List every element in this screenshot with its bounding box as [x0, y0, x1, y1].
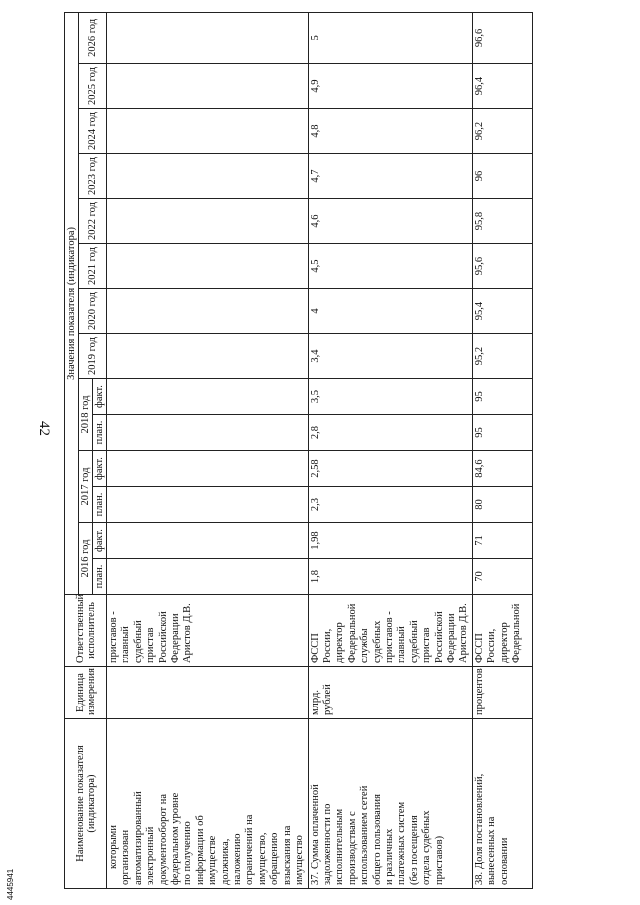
value-2017-fact: 84,6 [472, 451, 532, 487]
value-cell [107, 109, 309, 154]
header-name: Наименование показателя (индикатора) [65, 719, 107, 889]
value-2018-fact: 3,5 [308, 379, 472, 415]
value-2016-plan: 1,8 [308, 559, 472, 595]
header-2022: 2022 год [79, 199, 107, 244]
header-2016-fact: факт. [93, 523, 107, 559]
header-2024: 2024 год [79, 109, 107, 154]
value-2017-plan: 2,3 [308, 487, 472, 523]
value-2023: 4,7 [308, 154, 472, 199]
value-2023: 96 [472, 154, 532, 199]
value-2026: 96,6 [472, 12, 532, 63]
indicator-name: которыми организован автоматизированный электронный документооборот на федеральном уровне по получению информации об имуществе должника, наложению ограничений на имущество, обращению взыскания на имущество [108, 791, 306, 885]
value-cell [107, 154, 309, 199]
indicator-name: Сумма оплаченной задолженности по исполнительным производствам с использованием сетей общего пользования и различных платежных систем (без посещения отдела судебных приставов) [309, 784, 445, 885]
value-2016-fact: 71 [472, 523, 532, 559]
value-cell [107, 487, 309, 523]
header-2026: 2026 год [79, 12, 107, 63]
header-2018-plan: план. [93, 415, 107, 451]
indicator-name-cell [107, 719, 309, 889]
value-2024: 96,2 [472, 109, 532, 154]
value-2024: 4,8 [308, 109, 472, 154]
header-2017-plan: план. [93, 487, 107, 523]
value-2026: 5 [308, 12, 472, 63]
indicator-name-cell [308, 719, 472, 889]
header-2017: 2017 год [79, 451, 93, 523]
value-2020: 4 [308, 289, 472, 334]
header-2016: 2016 год [79, 523, 93, 595]
header-2018-fact: факт. [93, 379, 107, 415]
row-number: 37. [309, 871, 321, 885]
value-2025: 96,4 [472, 64, 532, 109]
responsible-cell: приставов - главный судебный пристав Российской Федерации Аристов Д.В. [107, 595, 309, 667]
header-values-group: Значения показателя (индикатора) [65, 12, 79, 594]
table-row [472, 12, 532, 888]
document-id [6, 850, 20, 900]
value-cell [107, 559, 309, 595]
header-2020: 2020 год [79, 289, 107, 334]
value-cell [107, 334, 309, 379]
table-row [107, 12, 309, 888]
value-2021: 95,6 [472, 244, 532, 289]
header-unit: Единица измерения [65, 667, 107, 719]
header-2025: 2025 год [79, 64, 107, 109]
value-2020: 95,4 [472, 289, 532, 334]
header-responsible: Ответственный исполнитель [65, 595, 107, 667]
value-cell [107, 523, 309, 559]
header-2023: 2023 год [79, 154, 107, 199]
header-2017-fact: факт. [93, 451, 107, 487]
value-2019: 95,2 [472, 334, 532, 379]
value-2018-fact: 95 [472, 379, 532, 415]
value-cell [107, 379, 309, 415]
unit-cell: млрд. рублей [308, 667, 472, 719]
indicator-name: Доля постановлений, вынесенных на основании [473, 773, 510, 885]
header-2016-plan: план. [93, 559, 107, 595]
value-2018-plan: 2,8 [308, 415, 472, 451]
value-cell [107, 244, 309, 289]
row-number: 38. [473, 871, 485, 885]
unit-cell: процентов [472, 667, 532, 719]
header-2019: 2019 год [79, 334, 107, 379]
value-2022: 95,8 [472, 199, 532, 244]
value-2019: 3,4 [308, 334, 472, 379]
indicator-name-cell [472, 719, 532, 889]
value-2021: 4,5 [308, 244, 472, 289]
responsible-cell: ФССП России, директор Федеральной службы судебных приставов - главный судебный пристав Российской Федерации Аристов Д.В. [308, 595, 472, 667]
value-cell [107, 415, 309, 451]
unit-cell [107, 667, 309, 719]
value-2017-fact: 2,58 [308, 451, 472, 487]
header-2021: 2021 год [79, 244, 107, 289]
value-cell [107, 12, 309, 63]
header-row-1 [65, 12, 79, 888]
header-2018: 2018 год [79, 379, 93, 451]
table-row [308, 12, 472, 888]
value-cell [107, 289, 309, 334]
value-cell [107, 64, 309, 109]
value-2016-plan: 70 [472, 559, 532, 595]
indicators-table [64, 12, 533, 889]
value-2022: 4,6 [308, 199, 472, 244]
value-cell [107, 199, 309, 244]
value-2017-plan: 80 [472, 487, 532, 523]
rotated-table-container [64, 13, 634, 889]
value-2025: 4,9 [308, 64, 472, 109]
value-2016-fact: 1,98 [308, 523, 472, 559]
responsible-cell: ФССП России, директор Федеральной [472, 595, 532, 667]
value-2018-plan: 95 [472, 415, 532, 451]
value-cell [107, 451, 309, 487]
document-id-text: 4445941 [6, 868, 15, 900]
